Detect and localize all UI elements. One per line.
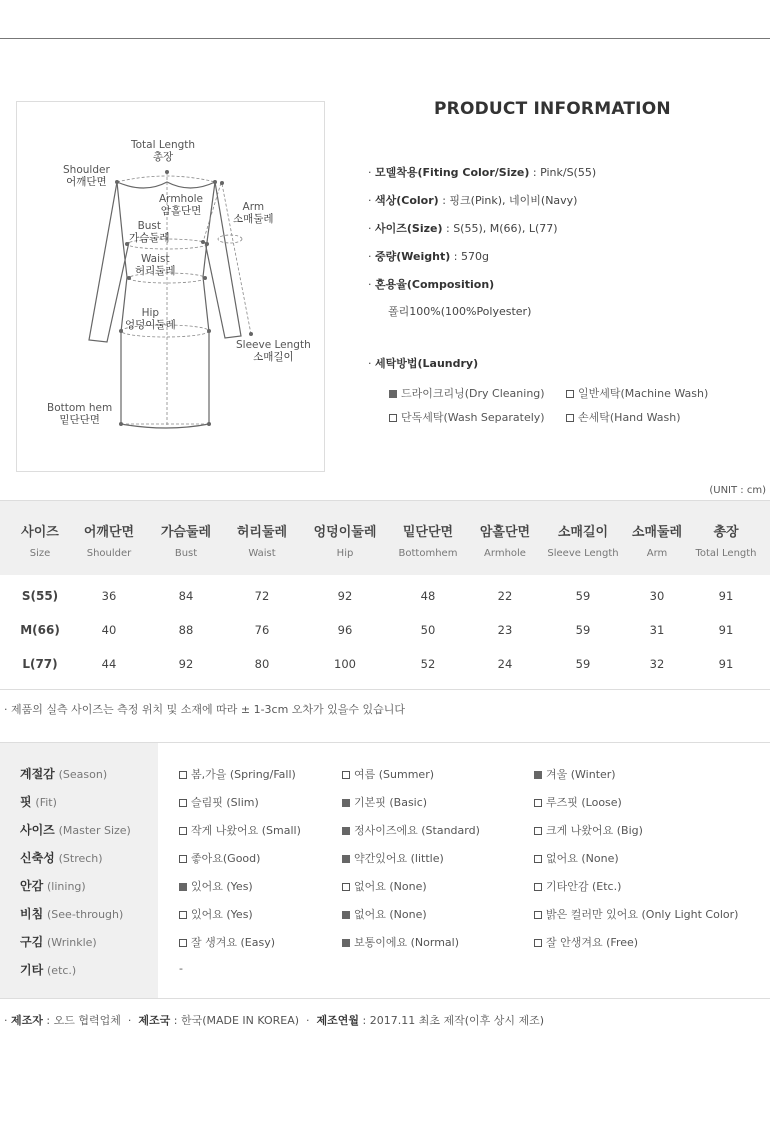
attribute-option	[179, 934, 275, 950]
attribute-value: -	[179, 962, 183, 975]
laundry-wash-separately: 단독세탁(Wash Separately)	[389, 409, 545, 425]
attribute-label-ko: 신축성	[20, 851, 55, 865]
empty-box-icon	[389, 414, 397, 422]
attribute-option	[534, 822, 643, 838]
attribute-label	[20, 877, 86, 894]
empty-box-icon	[179, 771, 187, 779]
attribute-label	[20, 933, 97, 950]
attribute-option-text: 없어요 (None)	[354, 908, 427, 921]
attribute-option	[534, 934, 638, 950]
empty-box-icon	[534, 855, 542, 863]
checked-box-icon	[342, 939, 350, 947]
attribute-option	[342, 934, 459, 950]
measurement-diagram	[16, 101, 325, 472]
header-shoulder: 어깨단면 Shoulder	[83, 525, 135, 559]
attribute-option-text: 없어요 (None)	[354, 880, 427, 893]
table-cell: 91	[718, 623, 734, 637]
attribute-option-text: 약간있어요 (little)	[354, 852, 444, 865]
attribute-option	[342, 822, 480, 838]
attribute-option	[179, 766, 296, 782]
size-note: · 제품의 실측 사이즈는 측정 위치 및 소재에 따라 ± 1-3cm 오차가 있을수 있습니다	[4, 703, 406, 716]
header-armhole: 암홀단면 Armhole	[479, 525, 531, 559]
attribute-label	[20, 821, 131, 838]
empty-box-icon	[534, 827, 542, 835]
attribute-option	[342, 878, 427, 894]
attribute-option-text: 작게 나왔어요 (Small)	[191, 824, 301, 837]
attribute-option-text: 여름 (Summer)	[354, 768, 435, 781]
attribute-label-en: (Fit)	[35, 796, 57, 809]
attribute-label-ko: 비침	[20, 907, 44, 921]
attribute-option	[534, 766, 616, 782]
attribute-label-en: (Strech)	[58, 852, 103, 865]
attribute-label-ko: 안감	[20, 879, 44, 893]
attribute-option	[534, 794, 622, 810]
header-waist: 허리둘레 Waist	[236, 525, 288, 559]
attribute-label-en: (lining)	[47, 880, 86, 893]
table-cell: 36	[101, 589, 117, 603]
empty-box-icon	[534, 799, 542, 807]
attribute-option	[179, 850, 260, 866]
header-bust: 가슴둘레 Bust	[160, 525, 212, 559]
table-cell: 88	[178, 623, 194, 637]
label-bottom-hem: Bottom hem 밑단단면	[47, 402, 113, 426]
attribute-option	[534, 878, 621, 894]
info-row-composition: · 혼용율(Composition)	[368, 278, 495, 291]
divider	[0, 689, 770, 690]
table-cell: 92	[337, 589, 353, 603]
attribute-option	[179, 794, 259, 810]
checked-box-icon	[179, 883, 187, 891]
info-row-fitting: · 모델착용(Fiting Color/Size) : Pink/S(55)	[368, 166, 597, 179]
size-table-header	[0, 500, 770, 575]
table-cell: 76	[254, 623, 270, 637]
attribute-label-ko: 핏	[20, 795, 32, 809]
unit-label: (UNIT : cm)	[709, 485, 766, 496]
attribute-option	[179, 822, 301, 838]
empty-box-icon	[179, 799, 187, 807]
table-cell: 32	[649, 657, 665, 671]
attribute-label	[20, 961, 76, 978]
attribute-label-ko: 구김	[20, 935, 44, 949]
size-row-label: S(55)	[21, 589, 59, 603]
attribute-option-text: 슬림핏 (Slim)	[191, 796, 259, 809]
header-total-length: 총장 Total Length	[695, 525, 757, 559]
top-divider	[0, 38, 770, 39]
header-arm: 소매둘레 Arm	[631, 525, 683, 559]
attribute-label-ko: 계절감	[20, 767, 55, 781]
attribute-option-text: 정사이즈에요 (Standard)	[354, 824, 480, 837]
attribute-label-ko: 기타	[20, 963, 44, 977]
attribute-option-text: 있어요 (Yes)	[191, 908, 253, 921]
info-row-laundry: · 세탁방법(Laundry)	[368, 357, 479, 370]
attribute-option	[534, 850, 619, 866]
checked-box-icon	[342, 827, 350, 835]
table-cell: 100	[334, 657, 356, 671]
table-cell: 59	[575, 589, 591, 603]
attribute-option	[342, 850, 444, 866]
empty-box-icon	[179, 939, 187, 947]
table-cell: 91	[718, 589, 734, 603]
label-hip: Hip 엉덩이둘레	[125, 307, 176, 331]
size-row-label: L(77)	[22, 657, 58, 671]
attribute-label-en: (etc.)	[47, 964, 77, 977]
table-cell: 84	[178, 589, 194, 603]
empty-box-icon	[179, 911, 187, 919]
checked-box-icon	[389, 390, 397, 398]
attribute-label	[20, 905, 123, 922]
table-cell: 59	[575, 623, 591, 637]
attribute-option-text: 없어요 (None)	[546, 852, 619, 865]
attribute-label-en: (Wrinkle)	[47, 936, 97, 949]
attribute-label-en: (Season)	[58, 768, 108, 781]
header-bottomhem: 밑단단면 Bottomhem	[398, 525, 458, 559]
empty-box-icon	[342, 771, 350, 779]
laundry-hand-wash: 손세탁(Hand Wash)	[566, 409, 681, 425]
attribute-label-ko: 사이즈	[20, 823, 55, 837]
table-cell: 22	[497, 589, 513, 603]
attribute-option-text: 밝은 컬러만 있어요 (Only Light Color)	[546, 908, 739, 921]
attribute-option-text: 겨울 (Winter)	[546, 768, 616, 781]
table-cell: 40	[101, 623, 117, 637]
attribute-label	[20, 849, 103, 866]
attribute-label	[20, 793, 57, 810]
header-size: 사이즈 Size	[21, 525, 59, 559]
empty-box-icon	[342, 883, 350, 891]
empty-box-icon	[534, 883, 542, 891]
attribute-option-text: 루즈핏 (Loose)	[546, 796, 622, 809]
table-cell: 59	[575, 657, 591, 671]
table-cell: 30	[649, 589, 665, 603]
table-cell: 91	[718, 657, 734, 671]
attribute-option-text: 좋아요(Good)	[191, 852, 261, 865]
table-cell: 92	[178, 657, 194, 671]
manufacturer-info: · 제조자 : 오드 협력업체 · 제조국 : 한국(MADE IN KOREA) · 제조연월 : 2017.11 최초 제작(이후 상시 제조)	[4, 1014, 545, 1027]
info-row-weight: · 중량(Weight) : 570g	[368, 250, 489, 263]
checked-box-icon	[342, 911, 350, 919]
table-cell: 72	[254, 589, 270, 603]
table-cell: 50	[420, 623, 436, 637]
size-row-label: M(66)	[20, 623, 60, 637]
empty-box-icon	[534, 911, 542, 919]
attribute-option-text: 있어요 (Yes)	[191, 880, 253, 893]
table-cell: 48	[420, 589, 436, 603]
attribute-option	[342, 906, 427, 922]
attribute-option-text: 봄,가을 (Spring/Fall)	[191, 768, 296, 781]
info-row-color: · 색상(Color) : 핑크(Pink), 네이비(Navy)	[368, 194, 578, 207]
label-shoulder: Shoulder 어깨단면	[63, 164, 110, 188]
checked-box-icon	[342, 855, 350, 863]
attribute-option-text: 기타안감 (Etc.)	[546, 880, 622, 893]
label-arm: Arm 소매둘레	[233, 201, 274, 225]
attribute-option	[534, 906, 738, 922]
label-bust: Bust 가슴둘레	[129, 220, 170, 244]
empty-box-icon	[566, 414, 574, 422]
checked-box-icon	[534, 771, 542, 779]
attribute-option	[342, 766, 434, 782]
header-sleeve-length: 소매길이 Sleeve Length	[547, 525, 619, 559]
laundry-machine-wash: 일반세탁(Machine Wash)	[566, 385, 708, 401]
attribute-option	[179, 906, 253, 922]
table-cell: 80	[254, 657, 270, 671]
empty-box-icon	[534, 939, 542, 947]
attribute-option	[342, 794, 427, 810]
attribute-option-text: 크게 나왔어요 (Big)	[546, 824, 643, 837]
table-cell: 24	[497, 657, 513, 671]
checked-box-icon	[342, 799, 350, 807]
label-total-length: Total Length 총장	[131, 139, 196, 163]
attribute-label-en: (See-through)	[47, 908, 124, 921]
attribute-label	[20, 765, 107, 782]
table-cell: 31	[649, 623, 665, 637]
attribute-option-text: 잘 안생겨요 (Free)	[546, 936, 639, 949]
laundry-dry-cleaning: 드라이크리닝(Dry Cleaning)	[389, 385, 545, 401]
table-cell: 96	[337, 623, 353, 637]
empty-box-icon	[566, 390, 574, 398]
table-cell: 44	[101, 657, 117, 671]
empty-box-icon	[179, 827, 187, 835]
table-cell: 52	[420, 657, 436, 671]
header-hip: 엉덩이둘레 Hip	[313, 525, 377, 559]
attribute-option-text: 기본핏 (Basic)	[354, 796, 428, 809]
label-waist: Waist 허리둘레	[135, 253, 176, 277]
attribute-option-text: 잘 생겨요 (Easy)	[191, 936, 276, 949]
table-cell: 23	[497, 623, 513, 637]
divider	[0, 998, 770, 999]
label-armhole: Armhole 암홀단면	[159, 193, 203, 217]
info-row-size: · 사이즈(Size) : S(55), M(66), L(77)	[368, 222, 558, 235]
product-information-title: PRODUCT INFORMATION	[434, 99, 671, 119]
composition-value: 폴리100%(100%Polyester)	[388, 305, 532, 318]
empty-box-icon	[179, 855, 187, 863]
attribute-label-en: (Master Size)	[58, 824, 131, 837]
attribute-option	[179, 878, 253, 894]
label-sleeve-length: Sleeve Length 소매길이	[236, 339, 311, 363]
attribute-option-text: 보통이에요 (Normal)	[354, 936, 460, 949]
